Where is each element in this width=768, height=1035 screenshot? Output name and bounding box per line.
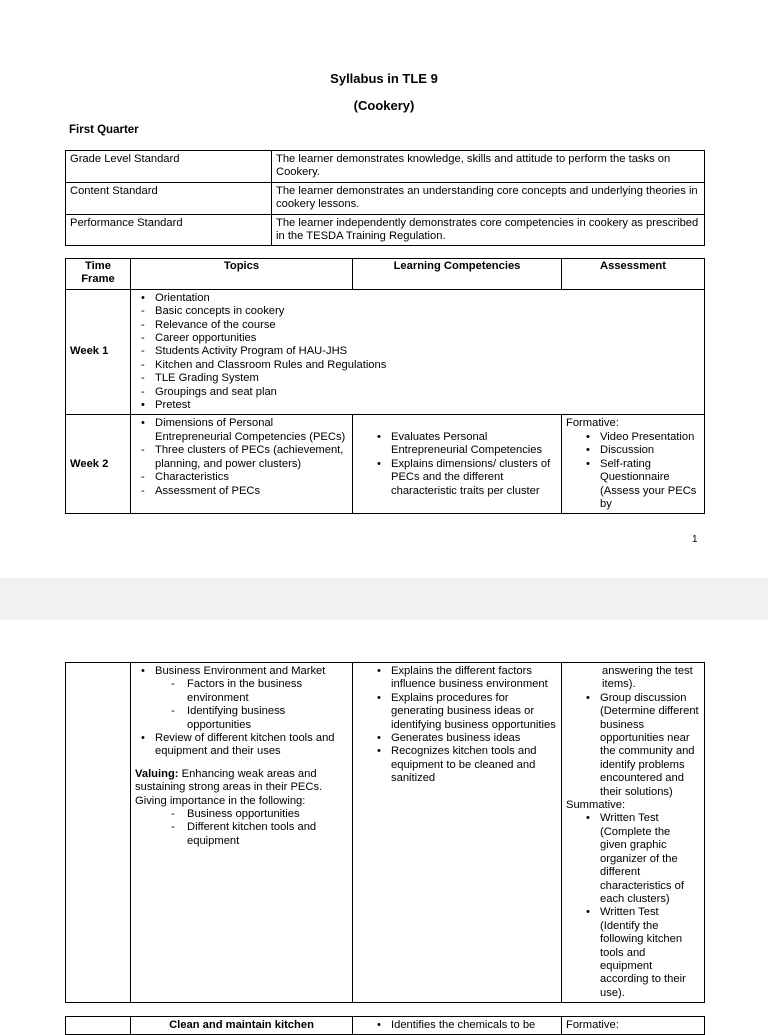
time-frame-cell [66,663,131,1003]
list-item: • Dimensions of Personal Entrepreneurial Competencies (PECs) [135,417,348,444]
valuing-paragraph [135,768,348,808]
list-item: • Identifies the chemicals to be [357,1019,557,1032]
standard-label: Performance Standard [66,214,272,246]
header-row [66,259,705,290]
week-label: Week 1 [66,289,131,415]
list-item: • Orientation [135,292,700,305]
list-item: - Identifying business opportunities [135,705,348,732]
list-item: - Factors in the business environment [135,678,348,705]
topics-cell [131,663,353,1003]
quarter-heading: First Quarter [69,124,139,136]
list-item: - Basic concepts in cookery [135,305,700,318]
assessment-continued: answering the test items). [602,665,693,691]
list-item: - TLE Grading System [135,372,700,385]
standard-label: Grade Level Standard [66,151,272,183]
valuing-text: Enhancing weak areas and sustaining strong areas in their PECs. Giving importance in the following: [135,767,323,807]
list-item: • Written Test (Complete the given graphic organizer of the different characteristics of each clusters) [566,812,700,906]
table-row [66,151,705,183]
list-item: - Students Activity Program of HAU-JHS [135,345,700,358]
standard-text: The learner independently demonstrates core competencies in cookery as prescribed in the TESDA Training Regulation. [272,214,705,246]
list-item: • Explains procedures for generating business ideas or identifying business opportunities [357,692,557,732]
list-item: • Business Environment and Market [135,665,348,678]
week1-topics [131,289,705,415]
header-time-frame: Time Frame [66,259,131,290]
list-item: - Assessment of PECs [135,485,348,498]
table-row [66,289,705,415]
list-item: - Relevance of the course [135,319,700,332]
list-item: • Written Test (Identify the following kitchen tools and equipment according to their use). [566,906,700,1000]
syllabus-table-continued [65,662,705,1003]
list-item: • Evaluates Personal Entrepreneurial Competencies [357,431,557,458]
valuing-label: Valuing: [135,767,179,780]
topic-heading: Clean and maintain kitchen [131,1017,353,1035]
competencies-cell [353,1017,562,1035]
week-label: Week 2 [66,415,131,514]
table-row [66,415,705,514]
list-item: - Groupings and seat plan [135,386,700,399]
list-item: • Recognizes kitchen tools and equipment to be cleaned and sanitized [357,745,557,785]
page-gap [0,578,768,620]
header-competencies: Learning Competencies [353,259,562,290]
table-row [66,1017,705,1035]
time-frame-cell [66,1017,131,1035]
standard-label: Content Standard [66,182,272,214]
week2-topics [131,415,353,514]
list-item: - Business opportunities [135,808,348,821]
list-item: • Explains dimensions/ clusters of PECs and the different characteristic traits per cluster [357,458,557,498]
list-item: - Characteristics [135,471,348,484]
assessment-cell [562,663,705,1003]
list-item: • Group discussion (Determine different business opportunities near the community and identify problems encountered and their solutions) [566,692,700,799]
list-item: • Review of different kitchen tools and equipment and their uses [135,732,348,759]
header-topics: Topics [131,259,353,290]
list-item: • Self-rating Questionnaire (Assess your PECs by [566,458,700,512]
standard-text: The learner demonstrates an understanding core concepts and underlying theories in cookery lessons. [272,182,705,214]
document-subtitle: (Cookery) [353,98,415,113]
list-item: • Pretest [135,399,700,412]
page-2 [0,620,768,1031]
assessment-label: Formative: [562,1017,705,1035]
table-row [66,214,705,246]
document-title: Syllabus in TLE 9 [330,71,438,86]
list-item: • Generates business ideas [357,732,557,745]
list-item: - Kitchen and Classroom Rules and Regulations [135,359,700,372]
week2-competencies [353,415,562,514]
table-row [66,182,705,214]
standards-table [65,150,705,246]
list-item: - Different kitchen tools and equipment [135,821,348,848]
syllabus-table-next [65,1016,705,1035]
standard-text: The learner demonstrates knowledge, skills and attitude to perform the tasks on Cookery. [272,151,705,183]
syllabus-table [65,258,705,514]
list-item: - Three clusters of PECs (achievement, planning, and power clusters) [135,444,348,471]
week2-assessment [562,415,705,514]
list-item: • Video Presentation [566,431,700,444]
page-number: 1 [692,534,698,545]
list-item: - Career opportunities [135,332,700,345]
table-row [66,663,705,1003]
competencies-cell [353,663,562,1003]
header-assessment: Assessment [562,259,705,290]
assessment-label: Formative: [566,417,619,430]
list-item: • Discussion [566,444,700,457]
list-item: • Explains the different factors influence business environment [357,665,557,692]
summative-label: Summative: [566,799,626,812]
